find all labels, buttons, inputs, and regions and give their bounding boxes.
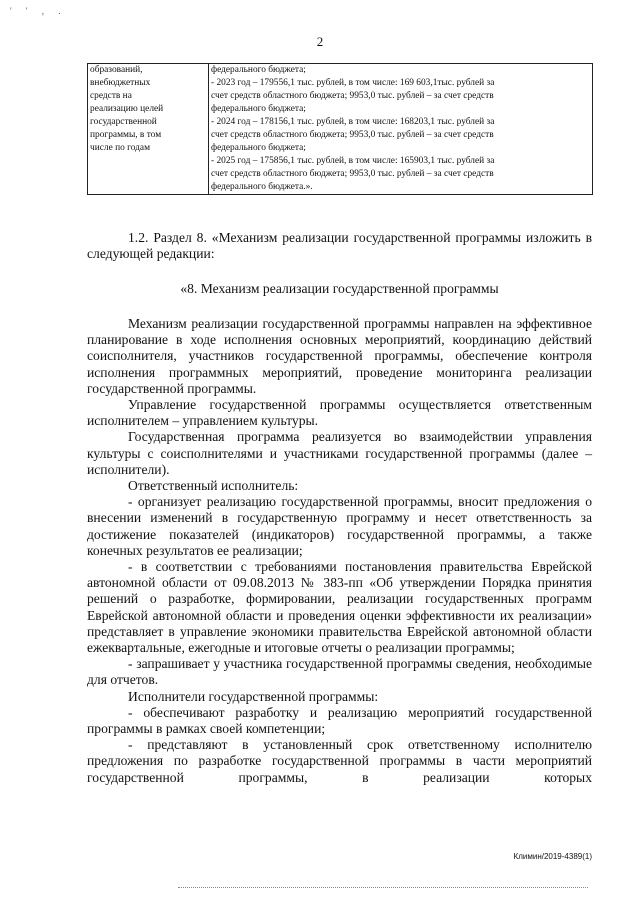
page-number: 2 — [316, 34, 324, 49]
table-right-line: федерального бюджета; — [211, 65, 306, 75]
paragraph: - в соответствии с требованиями постановления правительства Еврейской автономной области от 09.08.2013 № 383-пп «Об утверждении Порядка принятия решений о разработке, формировании, реализации государственных программ Еврейской автономной области и проведения оценки эффективности их реализации» представляет в управление экономики правительства Еврейской автономной области ежеквартальные, ежегодные и итоговые отчеты о реализации программы; — [87, 559, 592, 656]
table-right-line: - 2024 год – 178156,1 тыс. рублей, в том числе: 168203,1 тыс. рублей за — [211, 117, 495, 127]
body-paragraphs — [87, 316, 592, 786]
table-right-line: - 2025 год – 175856,1 тыс. рублей, в том числе: 165903,1 тыс. рублей за — [211, 156, 495, 166]
table-row — [88, 64, 593, 195]
table-left-line: внебюджетных — [90, 78, 151, 88]
table-left-line: государственной — [90, 117, 157, 127]
table-right-line: федерального бюджета; — [211, 104, 306, 114]
table-left-line: числе по годам — [90, 143, 151, 153]
table-right-line: счет средств областного бюджета; 9953,0 тыс. рублей – за счет средств — [211, 169, 494, 179]
section-heading: «8. Механизм реализации государственной программы — [180, 281, 499, 296]
table-cell-label — [88, 64, 209, 195]
table-cell-values — [209, 64, 593, 195]
paragraph: Исполнители государственной программы: — [128, 688, 379, 704]
table-right-line: - 2023 год – 179556,1 тыс. рублей, в том числе: 169 603,1тыс. рублей за — [211, 78, 495, 88]
table-left-line: образований, — [90, 65, 143, 75]
intro-block — [87, 230, 592, 262]
table-right-line: счет средств областного бюджета; 9953,0 тыс. рублей – за счет средств — [211, 130, 494, 140]
table-left-line: средств на — [90, 91, 132, 101]
budget-table — [87, 63, 593, 195]
paragraph: - запрашивает у участника государственной программы сведения, необходимые для отчетов. — [87, 656, 592, 688]
table-left-line: программы, в том — [90, 130, 162, 140]
footer-divider — [178, 887, 588, 888]
table-right-line: счет средств областного бюджета; 9953,0 тыс. рублей – за счет средств — [211, 91, 494, 101]
table-left-line: реализацию целей — [90, 104, 164, 114]
table-right-line: федерального бюджета; — [211, 143, 306, 153]
paragraph: - организует реализацию государственной программы, вносит предложения о внесении изменений в государственную программу и несет ответственность за достижение показателей (индикаторов) государственной программы, а также конечных результатов ее реализации; — [87, 494, 592, 558]
paragraph: Ответственный исполнитель: — [128, 478, 299, 494]
intro-paragraph: 1.2. Раздел 8. «Механизм реализации государственной программы изложить в следующей редакции: — [87, 230, 592, 262]
paragraph: - представляют в установленный срок ответственному исполнителю предложения по разработке государственной программы в части мероприятий государственной программы, в реализации которых — [87, 737, 592, 785]
document-id: Климин/2019-4389(1) — [513, 852, 592, 861]
paragraph: Управление государственной программы осуществляется ответственным исполнителем – управлением культуры. — [87, 397, 592, 429]
scan-marks: ' ' , . — [10, 6, 67, 16]
paragraph: - обеспечивают разработку и реализацию мероприятий государственной программы в рамках своей компетенции; — [87, 704, 592, 737]
paragraph: Механизм реализации государственной программы направлен на эффективное планирование в ходе исполнения основных мероприятий, координацию действий соисполнителя, участников государственной программы, обеспечение контроля исполнения программных мероприятий, проведение мониторинга реализации государственной программы. — [87, 316, 592, 396]
table-right-line: федерального бюджета.». — [211, 182, 313, 192]
paragraph: Государственная программа реализуется во взаимодействии управления культуры с соисполнителями и участниками государственной программы (далее – исполнители). — [87, 429, 592, 477]
